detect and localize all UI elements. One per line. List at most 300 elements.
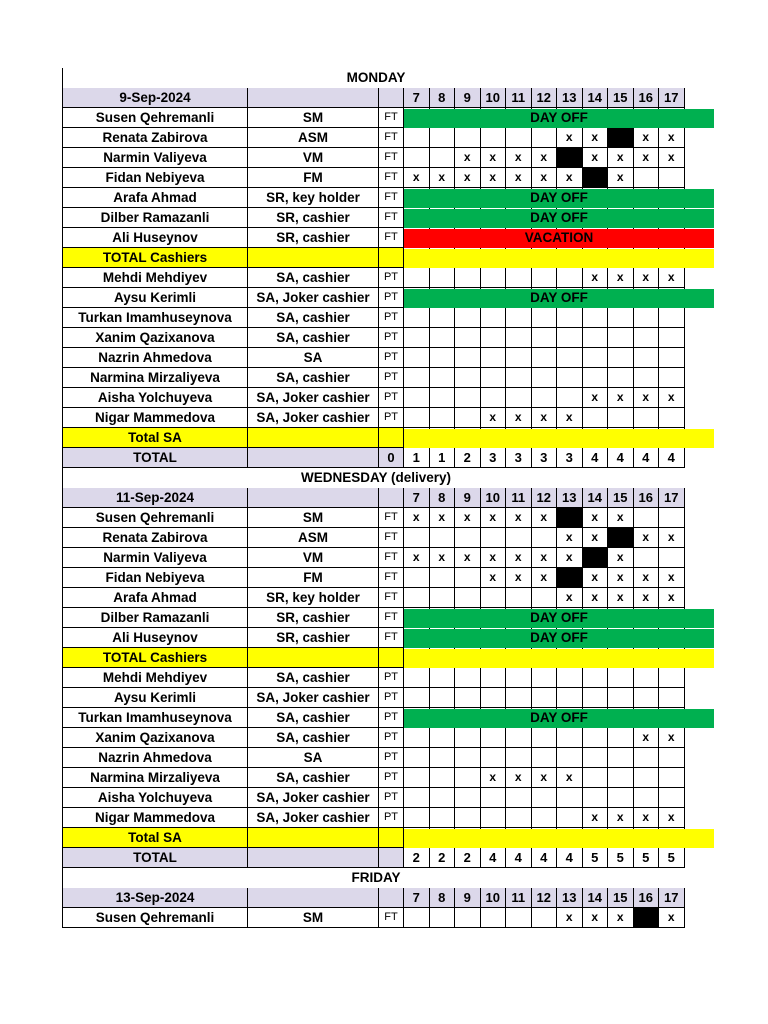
vacation-band: VACATION — [404, 229, 714, 248]
hour-cell — [455, 528, 481, 548]
day-title-row — [62, 68, 406, 88]
shift-mark: x — [532, 568, 558, 588]
shift-mark: x — [608, 388, 634, 408]
hour-cell — [634, 168, 660, 188]
employee-name: Total SA — [62, 428, 248, 448]
subtotal-row — [62, 828, 182, 848]
shift-mark: x — [608, 808, 634, 828]
hour-cell — [583, 728, 609, 748]
hour-cell — [430, 348, 456, 368]
hour-cell — [659, 748, 685, 768]
hour-header: 10 — [481, 88, 507, 108]
staff-row — [62, 368, 399, 388]
employee-role: SA, cashier — [248, 328, 379, 348]
hour-cell — [583, 348, 609, 368]
employee-name: Susen Qehremanli — [62, 508, 248, 528]
staff-row — [62, 288, 588, 308]
employment-type: PT — [379, 748, 404, 768]
hour-cell — [634, 788, 660, 808]
hour-cell — [430, 748, 456, 768]
hour-cell — [506, 728, 532, 748]
total-value: 4 — [481, 848, 507, 868]
employment-type: FT — [379, 128, 404, 148]
staff-row — [62, 728, 675, 748]
employee-name: Arafa Ahmad — [62, 588, 248, 608]
header-blank — [248, 88, 379, 108]
shift-mark: x — [634, 808, 660, 828]
hour-cell — [455, 328, 481, 348]
staff-row — [62, 548, 624, 568]
shift-mark: x — [430, 168, 456, 188]
total-value: 4 — [608, 448, 634, 468]
hour-cell — [455, 348, 481, 368]
hour-cell — [532, 348, 558, 368]
employee-name: Aisha Yolchuyeva — [62, 788, 248, 808]
shift-mark: x — [404, 508, 430, 528]
hour-cell — [532, 268, 558, 288]
shift-mark: x — [404, 168, 430, 188]
staff-row — [62, 148, 675, 168]
hour-cell — [659, 328, 685, 348]
hour-cell — [506, 748, 532, 768]
employee-role — [248, 848, 379, 868]
hour-cell — [583, 328, 609, 348]
hour-cell — [430, 728, 456, 748]
shift-mark: x — [659, 808, 685, 828]
employment-type: PT — [379, 788, 404, 808]
employment-type — [379, 428, 404, 448]
staff-row — [62, 748, 399, 768]
hour-header: 16 — [634, 488, 660, 508]
shift-mark: x — [532, 548, 558, 568]
shift-mark: x — [608, 148, 634, 168]
shift-mark: x — [659, 588, 685, 608]
employee-role — [248, 248, 379, 268]
employee-name: Xanim Qazixanova — [62, 728, 248, 748]
shift-mark: x — [506, 148, 532, 168]
employment-type: FT — [379, 908, 404, 928]
employee-name: Xanim Qazixanova — [62, 328, 248, 348]
hour-cell — [532, 588, 558, 608]
hour-cell — [430, 128, 456, 148]
hour-header: 10 — [481, 888, 507, 908]
day-off-band: DAY OFF — [404, 189, 714, 208]
hour-cell — [608, 308, 634, 328]
shift-mark: x — [455, 548, 481, 568]
date-cell: 13-Sep-2024 — [62, 888, 248, 908]
hour-cell — [659, 408, 685, 428]
day-off-band: DAY OFF — [404, 109, 714, 128]
shift-mark: x — [506, 768, 532, 788]
hour-cell — [557, 388, 583, 408]
hour-header: 8 — [430, 88, 456, 108]
hour-header: 9 — [455, 88, 481, 108]
hour-cell — [583, 748, 609, 768]
shift-mark: x — [634, 568, 660, 588]
hour-cell — [583, 408, 609, 428]
hour-cell — [455, 788, 481, 808]
shift-mark: x — [634, 388, 660, 408]
day-off-band: DAY OFF — [404, 289, 714, 308]
shift-mark: x — [608, 908, 634, 928]
hour-cell — [557, 788, 583, 808]
employment-type — [379, 648, 404, 668]
total-value: 4 — [557, 848, 583, 868]
hour-cell — [532, 388, 558, 408]
blocked-cell — [557, 568, 583, 588]
hour-header: 16 — [634, 888, 660, 908]
hour-cell — [557, 808, 583, 828]
employee-name: Dilber Ramazanli — [62, 608, 248, 628]
employment-type: FT — [379, 548, 404, 568]
hour-cell — [481, 368, 507, 388]
hour-cell — [557, 328, 583, 348]
total-value: 5 — [583, 848, 609, 868]
hour-cell — [506, 268, 532, 288]
employment-type: PT — [379, 388, 404, 408]
shift-mark: x — [404, 548, 430, 568]
date-cell: 11-Sep-2024 — [62, 488, 248, 508]
hour-cell — [634, 768, 660, 788]
employee-role: SA, Joker cashier — [248, 688, 379, 708]
shift-mark: x — [608, 548, 634, 568]
employment-type: 0 — [379, 448, 404, 468]
hour-cell — [481, 388, 507, 408]
hour-cell — [430, 328, 456, 348]
shift-mark: x — [532, 768, 558, 788]
shift-mark: x — [557, 588, 583, 608]
header-blank — [379, 888, 404, 908]
shift-mark: x — [583, 568, 609, 588]
blocked-cell — [557, 148, 583, 168]
employee-name: Nazrin Ahmedova — [62, 348, 248, 368]
day-off-band: DAY OFF — [404, 609, 714, 628]
hour-cell — [404, 668, 430, 688]
day-off-band: DAY OFF — [404, 709, 714, 728]
hour-cell — [455, 768, 481, 788]
total-value: 3 — [506, 448, 532, 468]
employee-role: SA — [248, 748, 379, 768]
employment-type — [379, 248, 404, 268]
hour-cell — [659, 348, 685, 368]
hour-cell — [532, 668, 558, 688]
staff-row — [62, 108, 588, 128]
shift-mark: x — [634, 128, 660, 148]
hour-cell — [404, 528, 430, 548]
total-value: 2 — [430, 848, 456, 868]
shift-mark: x — [557, 528, 583, 548]
employment-type: PT — [379, 368, 404, 388]
hour-cell — [481, 308, 507, 328]
shift-mark: x — [481, 148, 507, 168]
employment-type: PT — [379, 808, 404, 828]
hour-cell — [608, 728, 634, 748]
hour-cell — [659, 788, 685, 808]
employee-role: SA, cashier — [248, 728, 379, 748]
subtotal-row — [62, 648, 208, 668]
hour-header: 11 — [506, 488, 532, 508]
hour-cell — [506, 128, 532, 148]
shift-mark: x — [659, 528, 685, 548]
employee-name: TOTAL Cashiers — [62, 648, 248, 668]
hour-cell — [404, 908, 430, 928]
hour-cell — [404, 788, 430, 808]
employee-role: SR, key holder — [248, 588, 379, 608]
hour-cell — [404, 748, 430, 768]
hour-cell — [430, 768, 456, 788]
shift-mark: x — [608, 268, 634, 288]
employee-name: Total SA — [62, 828, 248, 848]
employee-name: TOTAL — [62, 848, 248, 868]
employment-type: FT — [379, 168, 404, 188]
hour-cell — [532, 788, 558, 808]
hour-header: 12 — [532, 88, 558, 108]
hour-cell — [455, 908, 481, 928]
shift-mark: x — [481, 408, 507, 428]
hour-cell — [455, 728, 481, 748]
total-value: 3 — [481, 448, 507, 468]
hour-cell — [430, 908, 456, 928]
hour-cell — [404, 348, 430, 368]
total-value: 4 — [532, 848, 558, 868]
employee-name: Nazrin Ahmedova — [62, 748, 248, 768]
employee-role: SA, cashier — [248, 268, 379, 288]
hour-cell — [532, 808, 558, 828]
shift-mark: x — [532, 148, 558, 168]
hour-header: 9 — [455, 488, 481, 508]
shift-mark: x — [659, 268, 685, 288]
hour-cell — [634, 348, 660, 368]
hour-cell — [506, 348, 532, 368]
shift-mark: x — [557, 768, 583, 788]
hour-cell — [404, 728, 430, 748]
day-header-row — [62, 888, 679, 908]
shift-mark: x — [557, 408, 583, 428]
hour-cell — [481, 728, 507, 748]
staff-row — [62, 628, 588, 648]
hour-cell — [430, 668, 456, 688]
hour-cell — [634, 328, 660, 348]
day-header-row — [62, 488, 679, 508]
hour-cell — [557, 368, 583, 388]
employment-type: PT — [379, 668, 404, 688]
shift-mark: x — [583, 528, 609, 548]
employee-name: Fidan Nebiyeva — [62, 168, 248, 188]
hour-cell — [608, 408, 634, 428]
shift-mark: x — [455, 148, 481, 168]
hour-cell — [481, 528, 507, 548]
hour-cell — [608, 348, 634, 368]
hour-cell — [404, 808, 430, 828]
blocked-cell — [608, 128, 634, 148]
shift-mark: x — [634, 728, 660, 748]
day-title-row — [62, 868, 401, 888]
hour-cell — [659, 508, 685, 528]
total-row — [62, 848, 675, 868]
staff-row — [62, 188, 588, 208]
day-off-band: DAY OFF — [404, 209, 714, 228]
hour-header: 7 — [404, 888, 430, 908]
staff-row — [62, 408, 573, 428]
staff-row — [62, 528, 675, 548]
staff-row — [62, 128, 675, 148]
hour-cell — [506, 388, 532, 408]
shift-mark: x — [481, 548, 507, 568]
hour-header: 17 — [659, 488, 685, 508]
total-value: 2 — [455, 448, 481, 468]
total-value: 1 — [404, 448, 430, 468]
hour-cell — [506, 308, 532, 328]
hour-cell — [583, 768, 609, 788]
hour-cell — [506, 908, 532, 928]
shift-mark: x — [430, 508, 456, 528]
hour-cell — [481, 668, 507, 688]
hour-cell — [532, 688, 558, 708]
employment-type: FT — [379, 228, 404, 248]
hour-header: 15 — [608, 88, 634, 108]
employment-type — [379, 828, 404, 848]
total-row — [62, 448, 675, 468]
hour-cell — [557, 268, 583, 288]
hour-cell — [506, 368, 532, 388]
subtotal-band — [404, 249, 714, 268]
staff-row — [62, 268, 675, 288]
shift-mark: x — [659, 568, 685, 588]
employee-role: SA, cashier — [248, 308, 379, 328]
employee-name: Narmina Mirzaliyeva — [62, 768, 248, 788]
hour-cell — [455, 388, 481, 408]
hour-cell — [404, 148, 430, 168]
hour-header: 17 — [659, 88, 685, 108]
employee-role: SA, cashier — [248, 668, 379, 688]
hour-cell — [608, 788, 634, 808]
hour-cell — [481, 808, 507, 828]
shift-mark: x — [532, 508, 558, 528]
hour-cell — [583, 668, 609, 688]
employee-role: FM — [248, 168, 379, 188]
staff-row — [62, 588, 675, 608]
shift-mark: x — [481, 168, 507, 188]
hour-header: 13 — [557, 88, 583, 108]
blocked-cell — [583, 548, 609, 568]
employee-role: SR, key holder — [248, 188, 379, 208]
shift-mark: x — [634, 268, 660, 288]
employee-role: ASM — [248, 528, 379, 548]
hour-cell — [430, 528, 456, 548]
staff-row — [62, 908, 675, 928]
employee-name: Mehdi Mehdiyev — [62, 668, 248, 688]
employee-role: SA, cashier — [248, 708, 379, 728]
employee-role — [248, 448, 379, 468]
hour-cell — [557, 728, 583, 748]
shift-mark: x — [557, 128, 583, 148]
employee-role: VM — [248, 548, 379, 568]
hour-cell — [506, 528, 532, 548]
hour-header: 11 — [506, 88, 532, 108]
employee-role: SA — [248, 348, 379, 368]
hour-cell — [455, 588, 481, 608]
employment-type: PT — [379, 408, 404, 428]
hour-cell — [404, 568, 430, 588]
staff-row — [62, 568, 675, 588]
hour-cell — [557, 668, 583, 688]
employment-type: FT — [379, 508, 404, 528]
hour-cell — [659, 548, 685, 568]
shift-mark: x — [506, 508, 532, 528]
shift-mark: x — [634, 148, 660, 168]
hour-cell — [608, 768, 634, 788]
employment-type: FT — [379, 108, 404, 128]
employee-name: Narmina Mirzaliyeva — [62, 368, 248, 388]
shift-mark: x — [583, 268, 609, 288]
hour-cell — [481, 688, 507, 708]
hour-cell — [481, 128, 507, 148]
total-value: 1 — [430, 448, 456, 468]
hour-cell — [583, 308, 609, 328]
shift-mark: x — [557, 548, 583, 568]
hour-cell — [455, 408, 481, 428]
hour-cell — [481, 348, 507, 368]
hour-cell — [634, 548, 660, 568]
hour-cell — [404, 588, 430, 608]
hour-cell — [430, 568, 456, 588]
employee-name: Susen Qehremanli — [62, 908, 248, 928]
shift-mark: x — [583, 908, 609, 928]
employee-name: Fidan Nebiyeva — [62, 568, 248, 588]
hour-cell — [557, 348, 583, 368]
employee-name: Narmin Valiyeva — [62, 548, 248, 568]
staff-row — [62, 508, 624, 528]
staff-row — [62, 788, 399, 808]
day-off-band: DAY OFF — [404, 629, 714, 648]
staff-row — [62, 668, 399, 688]
hour-cell — [404, 308, 430, 328]
hour-cell — [608, 368, 634, 388]
total-value: 4 — [659, 448, 685, 468]
employment-type: PT — [379, 728, 404, 748]
hour-cell — [430, 308, 456, 328]
blocked-cell — [634, 908, 660, 928]
employment-type: PT — [379, 308, 404, 328]
blocked-cell — [557, 508, 583, 528]
shift-mark: x — [608, 568, 634, 588]
employment-type: FT — [379, 628, 404, 648]
hour-header: 16 — [634, 88, 660, 108]
employee-name: Turkan Imamhuseynova — [62, 708, 248, 728]
total-value: 4 — [583, 448, 609, 468]
hour-cell — [506, 808, 532, 828]
hour-cell — [455, 748, 481, 768]
hour-header: 12 — [532, 488, 558, 508]
hour-cell — [608, 668, 634, 688]
subtotal-band — [404, 649, 714, 668]
employment-type: PT — [379, 708, 404, 728]
employee-name: Aysu Kerimli — [62, 688, 248, 708]
shift-mark: x — [608, 588, 634, 608]
shift-mark: x — [583, 128, 609, 148]
shift-mark: x — [455, 168, 481, 188]
hour-cell — [455, 128, 481, 148]
employee-role: SM — [248, 108, 379, 128]
shift-mark: x — [583, 588, 609, 608]
employee-role: SR, cashier — [248, 228, 379, 248]
hour-cell — [532, 528, 558, 548]
hour-cell — [634, 688, 660, 708]
subtotal-band — [404, 829, 714, 848]
employee-name: Renata Zabirova — [62, 128, 248, 148]
hour-header: 8 — [430, 488, 456, 508]
employment-type: FT — [379, 188, 404, 208]
